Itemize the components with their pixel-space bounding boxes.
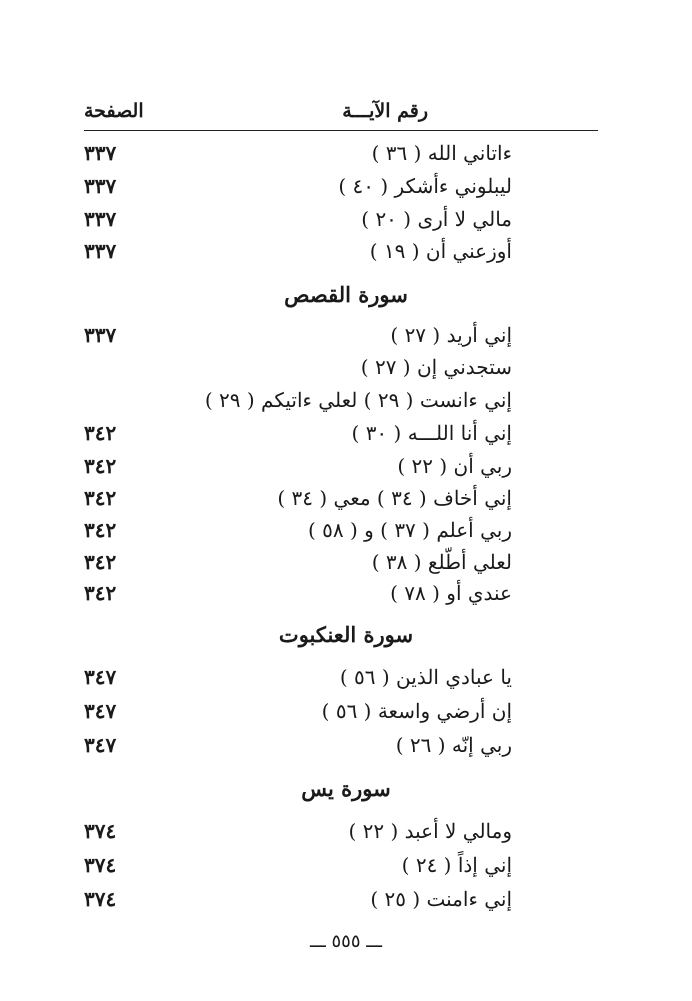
index-row (0, 850, 692, 882)
index-row (0, 451, 692, 483)
page-ref: ٣٤٢ (84, 421, 117, 445)
index-row (0, 236, 692, 268)
verse-ref: إني أنا اللـــه ( ٣٠ ) (351, 421, 512, 445)
index-row (0, 662, 692, 694)
page-ref: ٣٣٧ (84, 323, 117, 347)
page-ref: ٣٣٧ (84, 239, 117, 263)
verse-ref: إني أخاف ( ٣٤ ) معي ( ٣٤ ) (277, 486, 512, 510)
verse-ref: يا عبادي الذين ( ٥٦ ) (339, 665, 512, 689)
page-ref: ٣٤٢ (84, 550, 117, 574)
index-row (0, 547, 692, 579)
verse-ref: ءاتاني الله ( ٣٦ ) (371, 141, 512, 165)
verse-ref: ومالي لا أعبد ( ٢٢ ) (348, 819, 512, 843)
page-ref: ٣٧٤ (84, 887, 117, 911)
verse-ref: إن أرضي واسعة ( ٥٦ ) (321, 699, 512, 723)
page-ref: ٣٤٧ (84, 665, 117, 689)
index-row (0, 320, 692, 352)
page-ref: ٣٣٧ (84, 141, 117, 165)
index-row (0, 418, 692, 450)
verse-ref: ربي أن ( ٢٢ ) (397, 454, 512, 478)
sura-heading-yasin: سورة يس (301, 776, 391, 801)
index-row (0, 515, 692, 547)
index-row (0, 138, 692, 170)
header-divider (84, 130, 598, 131)
verse-ref: ليبلوني ءأشكر ( ٤٠ ) (338, 174, 512, 198)
verse-column-header: رقم الآيـــة (342, 100, 428, 122)
verse-ref: عندي أو ( ٧٨ ) (390, 581, 512, 605)
page-ref: ٣٤٧ (84, 733, 117, 757)
index-row (0, 578, 692, 610)
verse-ref: ستجدني إن ( ٢٧ ) (360, 355, 512, 379)
page-ref: ٣٧٤ (84, 819, 117, 843)
page-ref: ٣٤٧ (84, 699, 117, 723)
index-row (0, 696, 692, 728)
page-ref: ٣٧٤ (84, 853, 117, 877)
page-ref: ٣٤٢ (84, 486, 117, 510)
verse-ref: إني ءانست ( ٢٩ ) لعلي ءاتيكم ( ٢٩ ) (204, 388, 512, 412)
page-ref: ٣٣٧ (84, 207, 117, 231)
verse-ref: ربي أعلم ( ٣٧ ) و ( ٥٨ ) (307, 518, 512, 542)
page-ref: ٣٤٢ (84, 581, 117, 605)
sura-heading-ankabut: سورة العنكبوت (278, 622, 414, 647)
page-number-footer: ـــ ٥٥٥ ـــ (309, 931, 383, 952)
verse-ref: إني أريد ( ٢٧ ) (390, 323, 512, 347)
index-row (0, 816, 692, 848)
page-ref: ٣٤٢ (84, 518, 117, 542)
verse-ref: إني ءامنت ( ٢٥ ) (370, 887, 512, 911)
index-row (0, 385, 692, 417)
page-column-header: الصفحة (84, 100, 144, 122)
index-row (0, 884, 692, 916)
verse-ref: مالي لا أرى ( ٢٠ ) (361, 207, 512, 231)
page-ref: ٣٣٧ (84, 174, 117, 198)
verse-ref: لعلي أطّلع ( ٣٨ ) (371, 550, 512, 574)
page-ref: ٣٤٢ (84, 454, 117, 478)
verse-ref: ربي إنّه ( ٢٦ ) (395, 733, 512, 757)
index-row (0, 171, 692, 203)
index-row (0, 730, 692, 762)
verse-ref: أوزعني أن ( ١٩ ) (369, 239, 512, 263)
index-row (0, 204, 692, 236)
index-row (0, 483, 692, 515)
index-row (0, 352, 692, 384)
sura-heading-qasas: سورة القصص (284, 282, 408, 307)
verse-ref: إني إذاً ( ٢٤ ) (401, 853, 512, 877)
